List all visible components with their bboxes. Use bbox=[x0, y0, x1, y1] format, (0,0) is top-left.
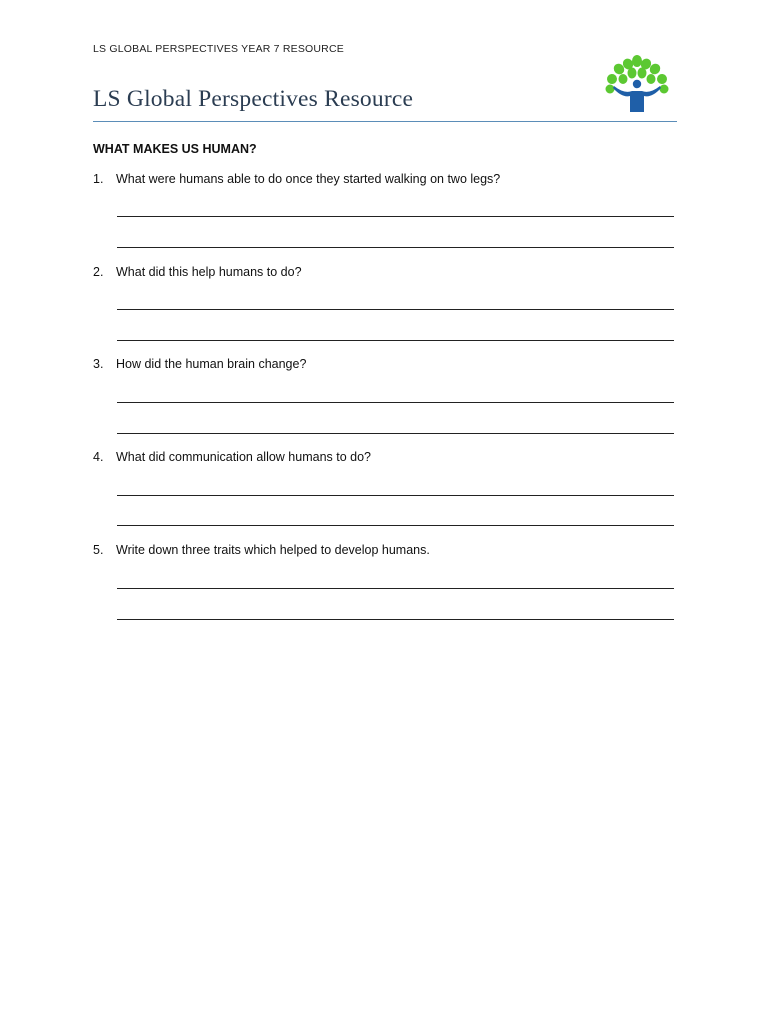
answer-line-4a[interactable] bbox=[117, 495, 674, 496]
question-text: What were humans able to do once they started walking on two legs? bbox=[116, 172, 501, 186]
answer-line-2b[interactable] bbox=[117, 340, 674, 341]
question-text: What did this help humans to do? bbox=[116, 265, 302, 279]
question-number: 2. bbox=[93, 265, 104, 279]
answer-line-3b[interactable] bbox=[117, 433, 674, 434]
answer-line-4b[interactable] bbox=[117, 525, 674, 526]
answer-line-5b[interactable] bbox=[117, 619, 674, 620]
question-text: How did the human brain change? bbox=[116, 357, 307, 371]
tree-person-logo-icon bbox=[604, 54, 670, 114]
answer-line-1a[interactable] bbox=[117, 216, 674, 217]
running-header: LS GLOBAL PERSPECTIVES YEAR 7 RESOURCE bbox=[93, 43, 344, 55]
question-number: 5. bbox=[93, 543, 104, 557]
title-divider bbox=[93, 121, 677, 122]
question-text: What did communication allow humans to do? bbox=[116, 450, 371, 464]
page-title: LS Global Perspectives Resource bbox=[93, 86, 414, 112]
question-text: Write down three traits which helped to develop humans. bbox=[116, 543, 430, 557]
question-number: 1. bbox=[93, 172, 104, 186]
answer-line-3a[interactable] bbox=[117, 402, 674, 403]
answer-line-1b[interactable] bbox=[117, 247, 674, 248]
answer-line-5a[interactable] bbox=[117, 588, 674, 589]
answer-line-2a[interactable] bbox=[117, 309, 674, 310]
worksheet-heading: WHAT MAKES US HUMAN? bbox=[93, 142, 257, 156]
question-number: 4. bbox=[93, 450, 104, 464]
question-number: 3. bbox=[93, 357, 104, 371]
